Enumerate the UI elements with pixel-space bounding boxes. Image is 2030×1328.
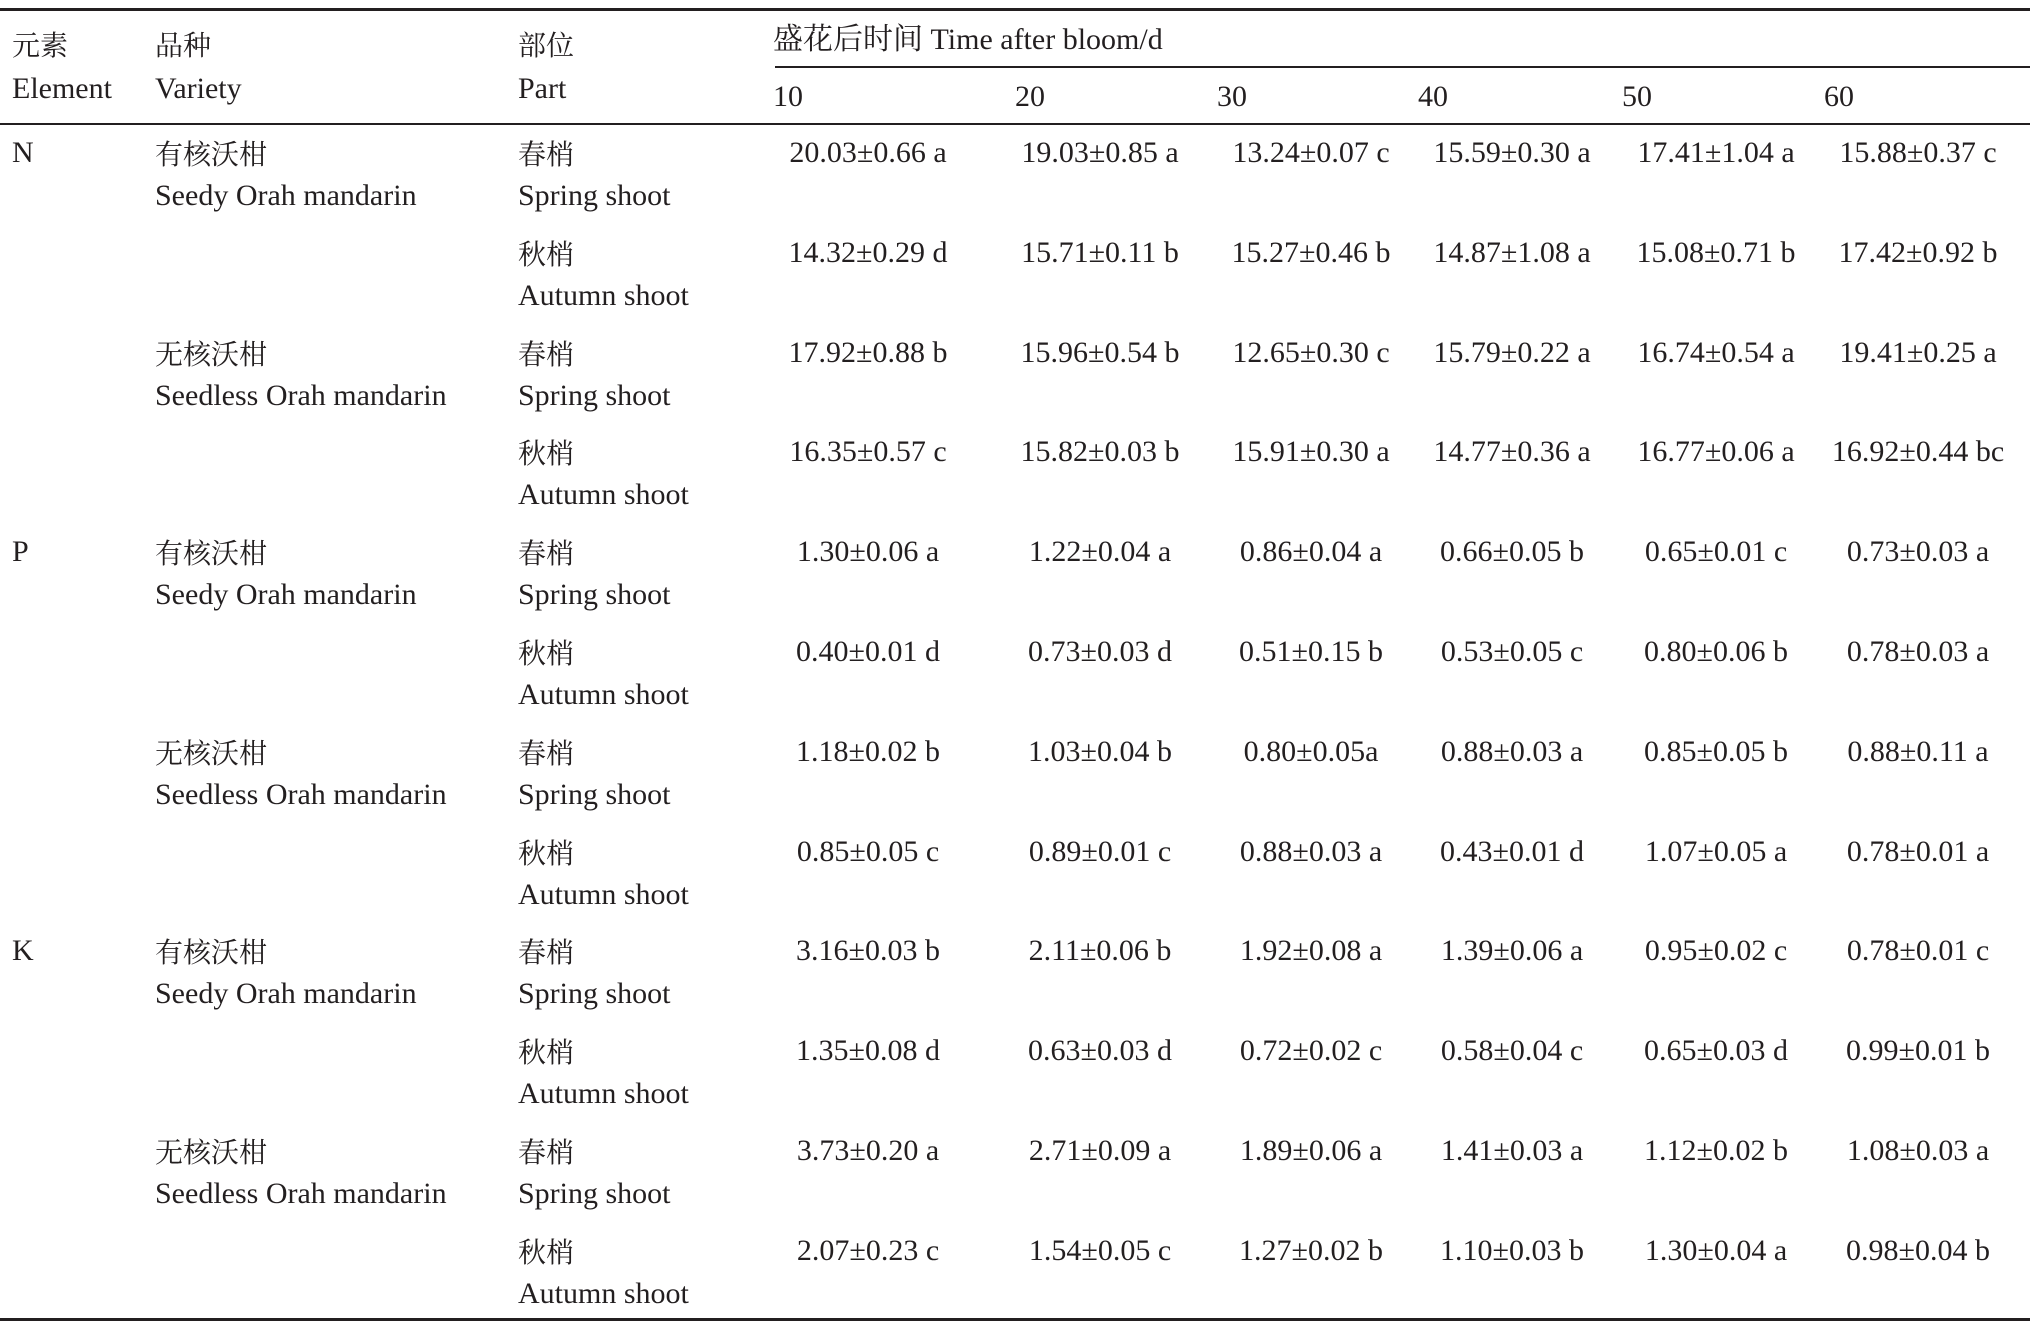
part-zh: 秋梢 (518, 1236, 575, 1269)
value-cell: 0.66±0.05 b (1440, 535, 1584, 568)
variety-en: Seedy Orah mandarin (155, 179, 417, 212)
part-en: Spring shoot (518, 1177, 671, 1210)
value-cell: 15.08±0.71 b (1636, 236, 1796, 269)
value-cell: 0.98±0.04 b (1846, 1234, 1990, 1267)
value-cell: 15.88±0.37 c (1839, 136, 1997, 169)
value-cell: 1.18±0.02 b (796, 735, 940, 768)
value-cell: 1.22±0.04 a (1028, 535, 1172, 568)
part-zh: 春梢 (518, 338, 575, 371)
variety-zh: 有核沃柑 (155, 936, 268, 969)
day-header: 60 (1824, 80, 1854, 113)
value-cell: 1.30±0.06 a (796, 535, 940, 568)
day-header: 10 (773, 80, 803, 113)
table-bottom-rule (0, 1318, 2030, 1321)
value-cell: 20.03±0.66 a (789, 136, 947, 169)
value-cell: 0.65±0.03 d (1644, 1034, 1788, 1067)
day-header: 50 (1622, 80, 1652, 113)
value-cell: 2.11±0.06 b (1028, 934, 1172, 967)
value-cell: 1.03±0.04 b (1028, 735, 1172, 768)
value-cell: 0.88±0.03 a (1239, 835, 1383, 868)
value-cell: 3.16±0.03 b (796, 934, 940, 967)
value-cell: 0.73±0.03 a (1846, 535, 1990, 568)
time-header-rule (775, 66, 2030, 68)
value-cell: 17.42±0.92 b (1838, 236, 1998, 269)
value-cell: 14.77±0.36 a (1433, 435, 1591, 468)
variety-en: Seedy Orah mandarin (155, 977, 417, 1010)
variety-en: Seedless Orah mandarin (155, 379, 447, 412)
value-cell: 0.72±0.02 c (1239, 1034, 1383, 1067)
value-cell: 0.78±0.03 a (1846, 635, 1990, 668)
value-cell: 1.35±0.08 d (796, 1034, 940, 1067)
value-cell: 14.87±1.08 a (1433, 236, 1591, 269)
value-cell: 0.78±0.01 a (1846, 835, 1990, 868)
value-cell: 15.79±0.22 a (1433, 336, 1591, 369)
value-cell: 1.54±0.05 c (1028, 1234, 1172, 1267)
value-cell: 16.92±0.44 bc (1831, 435, 2005, 468)
value-cell: 0.63±0.03 d (1028, 1034, 1172, 1067)
value-cell: 0.58±0.04 c (1440, 1034, 1584, 1067)
value-cell: 1.89±0.06 a (1239, 1134, 1383, 1167)
value-cell: 1.10±0.03 b (1440, 1234, 1584, 1267)
part-en: Spring shoot (518, 977, 671, 1010)
part-en: Autumn shoot (518, 279, 689, 312)
value-cell: 0.86±0.04 a (1239, 535, 1383, 568)
value-cell: 15.71±0.11 b (1021, 236, 1179, 269)
value-cell: 0.80±0.05a (1243, 735, 1379, 768)
value-cell: 14.32±0.29 d (788, 236, 948, 269)
part-zh: 春梢 (518, 936, 575, 969)
part-zh: 秋梢 (518, 238, 575, 271)
value-cell: 2.71±0.09 a (1028, 1134, 1172, 1167)
value-cell: 1.39±0.06 a (1440, 934, 1584, 967)
header-time-title: 盛花后时间 Time after bloom/d (773, 23, 1163, 56)
value-cell: 1.41±0.03 a (1440, 1134, 1584, 1167)
value-cell: 3.73±0.20 a (796, 1134, 940, 1167)
value-cell: 1.30±0.04 a (1644, 1234, 1788, 1267)
header-part-zh: 部位 (518, 29, 575, 62)
part-zh: 春梢 (518, 737, 575, 770)
part-zh: 秋梢 (518, 437, 575, 470)
value-cell: 0.43±0.01 d (1440, 835, 1584, 868)
header-part-en: Part (518, 72, 567, 105)
value-cell: 0.51±0.15 b (1239, 635, 1383, 668)
value-cell: 0.88±0.11 a (1847, 735, 1989, 768)
value-cell: 1.27±0.02 b (1239, 1234, 1383, 1267)
part-en: Spring shoot (518, 578, 671, 611)
variety-en: Seedless Orah mandarin (155, 778, 447, 811)
part-en: Autumn shoot (518, 1277, 689, 1310)
table-top-rule (0, 8, 2030, 11)
part-zh: 秋梢 (518, 637, 575, 670)
value-cell: 1.08±0.03 a (1846, 1134, 1990, 1167)
value-cell: 0.89±0.01 c (1028, 835, 1172, 868)
part-zh: 春梢 (518, 537, 575, 570)
value-cell: 0.53±0.05 c (1440, 635, 1584, 668)
part-en: Spring shoot (518, 379, 671, 412)
value-cell: 2.07±0.23 c (796, 1234, 940, 1267)
value-cell: 13.24±0.07 c (1232, 136, 1390, 169)
part-en: Spring shoot (518, 179, 671, 212)
header-element-en: Element (12, 72, 112, 105)
value-cell: 0.80±0.06 b (1644, 635, 1788, 668)
part-en: Spring shoot (518, 778, 671, 811)
value-cell: 15.96±0.54 b (1020, 336, 1180, 369)
element-label: P (12, 535, 29, 568)
value-cell: 1.92±0.08 a (1239, 934, 1383, 967)
part-en: Autumn shoot (518, 878, 689, 911)
value-cell: 0.85±0.05 b (1644, 735, 1788, 768)
value-cell: 15.82±0.03 b (1020, 435, 1180, 468)
variety-zh: 有核沃柑 (155, 537, 268, 570)
variety-zh: 无核沃柑 (155, 737, 268, 770)
header-element-zh: 元素 (12, 29, 69, 62)
day-header: 20 (1015, 80, 1045, 113)
day-header: 30 (1217, 80, 1247, 113)
value-cell: 17.41±1.04 a (1637, 136, 1795, 169)
day-header: 40 (1418, 80, 1448, 113)
variety-zh: 无核沃柑 (155, 1136, 268, 1169)
value-cell: 0.99±0.01 b (1846, 1034, 1990, 1067)
value-cell: 1.07±0.05 a (1644, 835, 1788, 868)
value-cell: 0.73±0.03 d (1028, 635, 1172, 668)
value-cell: 19.03±0.85 a (1021, 136, 1179, 169)
part-zh: 秋梢 (518, 837, 575, 870)
value-cell: 17.92±0.88 b (788, 336, 948, 369)
value-cell: 0.85±0.05 c (796, 835, 940, 868)
element-label: K (12, 934, 34, 967)
variety-zh: 有核沃柑 (155, 138, 268, 171)
value-cell: 16.74±0.54 a (1637, 336, 1795, 369)
value-cell: 16.35±0.57 c (789, 435, 947, 468)
variety-en: Seedy Orah mandarin (155, 578, 417, 611)
header-variety-zh: 品种 (155, 29, 212, 62)
part-en: Autumn shoot (518, 678, 689, 711)
part-en: Autumn shoot (518, 1077, 689, 1110)
value-cell: 15.27±0.46 b (1231, 236, 1391, 269)
variety-en: Seedless Orah mandarin (155, 1177, 447, 1210)
value-cell: 0.65±0.01 c (1644, 535, 1788, 568)
value-cell: 12.65±0.30 c (1232, 336, 1390, 369)
value-cell: 15.91±0.30 a (1232, 435, 1390, 468)
value-cell: 0.95±0.02 c (1644, 934, 1788, 967)
value-cell: 16.77±0.06 a (1637, 435, 1795, 468)
value-cell: 0.40±0.01 d (796, 635, 940, 668)
value-cell: 0.78±0.01 c (1846, 934, 1990, 967)
variety-zh: 无核沃柑 (155, 338, 268, 371)
value-cell: 15.59±0.30 a (1433, 136, 1591, 169)
part-zh: 秋梢 (518, 1036, 575, 1069)
part-en: Autumn shoot (518, 478, 689, 511)
value-cell: 19.41±0.25 a (1839, 336, 1997, 369)
element-label: N (12, 136, 34, 169)
part-zh: 春梢 (518, 1136, 575, 1169)
value-cell: 0.88±0.03 a (1440, 735, 1584, 768)
part-zh: 春梢 (518, 138, 575, 171)
header-variety-en: Variety (155, 72, 242, 105)
header-bottom-rule (0, 123, 2030, 125)
value-cell: 1.12±0.02 b (1644, 1134, 1788, 1167)
